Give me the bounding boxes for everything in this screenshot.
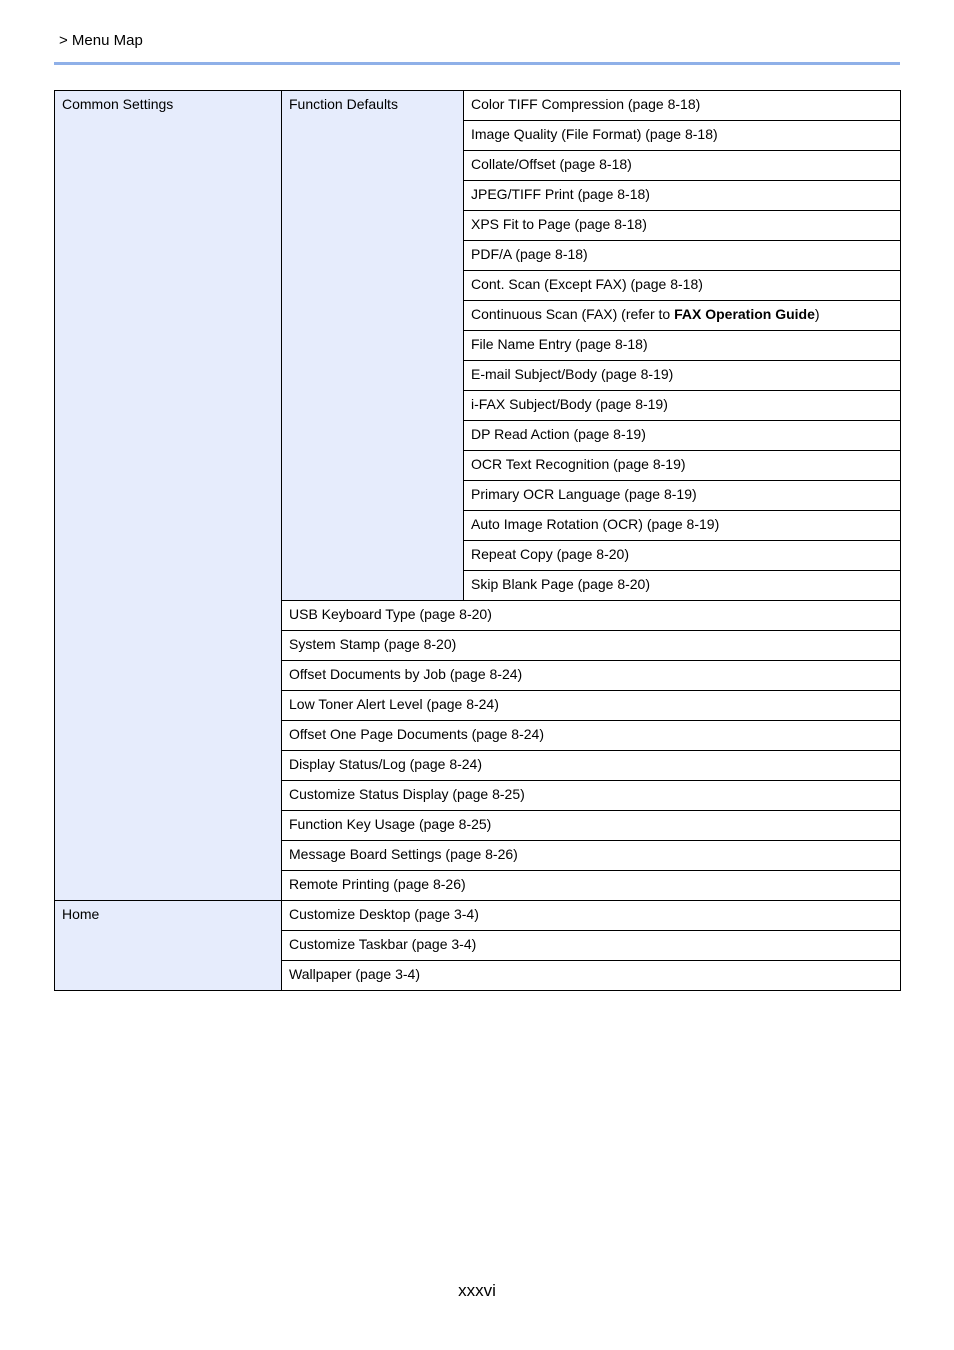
menu-item-message-board-settings[interactable]: Message Board Settings (page 8-26): [282, 841, 901, 871]
table-row: [55, 91, 901, 121]
menu-item-primary-ocr-language[interactable]: Primary OCR Language (page 8-19): [464, 481, 901, 511]
continuous-scan-fax-close: ): [814, 306, 820, 322]
header-divider: [54, 62, 900, 65]
menu-item-low-toner-alert-level[interactable]: Low Toner Alert Level (page 8-24): [282, 691, 901, 721]
menu-item-jpeg-tiff-print[interactable]: JPEG/TIFF Print (page 8-18): [464, 181, 901, 211]
menu-item-wallpaper[interactable]: Wallpaper (page 3-4): [282, 961, 901, 991]
menu-item-email-subject-body[interactable]: E-mail Subject/Body (page 8-19): [464, 361, 901, 391]
menu-item-offset-one-page-documents[interactable]: Offset One Page Documents (page 8-24): [282, 721, 901, 751]
menu-item-color-tiff-compression[interactable]: Color TIFF Compression (page 8-18): [464, 91, 901, 121]
category-common-settings: Common Settings: [55, 91, 282, 901]
menu-item-dp-read-action[interactable]: DP Read Action (page 8-19): [464, 421, 901, 451]
page-number: xxxvi: [458, 1281, 496, 1300]
breadcrumb: > Menu Map: [59, 32, 143, 49]
subcategory-function-defaults: Function Defaults: [282, 91, 464, 601]
menu-item-display-status-log[interactable]: Display Status/Log (page 8-24): [282, 751, 901, 781]
menu-item-ifax-subject-body[interactable]: i-FAX Subject/Body (page 8-19): [464, 391, 901, 421]
category-home: Home: [55, 901, 282, 991]
menu-item-customize-status-display[interactable]: Customize Status Display (page 8-25): [282, 781, 901, 811]
menu-item-repeat-copy[interactable]: Repeat Copy (page 8-20): [464, 541, 901, 571]
menu-item-function-key-usage[interactable]: Function Key Usage (page 8-25): [282, 811, 901, 841]
menu-item-ocr-text-recognition[interactable]: OCR Text Recognition (page 8-19): [464, 451, 901, 481]
menu-item-customize-taskbar[interactable]: Customize Taskbar (page 3-4): [282, 931, 901, 961]
menu-map-table: [54, 90, 901, 991]
menu-item-file-name-entry[interactable]: File Name Entry (page 8-18): [464, 331, 901, 361]
fax-operation-guide-reference: FAX Operation Guide: [674, 306, 815, 322]
menu-item-customize-desktop[interactable]: Customize Desktop (page 3-4): [282, 901, 901, 931]
menu-item-skip-blank-page[interactable]: Skip Blank Page (page 8-20): [464, 571, 901, 601]
menu-item-remote-printing[interactable]: Remote Printing (page 8-26): [282, 871, 901, 901]
menu-item-collate-offset[interactable]: Collate/Offset (page 8-18): [464, 151, 901, 181]
table-row: [55, 901, 901, 931]
menu-item-system-stamp[interactable]: System Stamp (page 8-20): [282, 631, 901, 661]
menu-item-auto-image-rotation[interactable]: Auto Image Rotation (OCR) (page 8-19): [464, 511, 901, 541]
menu-item-offset-documents-by-job[interactable]: Offset Documents by Job (page 8-24): [282, 661, 901, 691]
menu-item-continuous-scan-fax[interactable]: [464, 301, 901, 331]
menu-item-usb-keyboard-type[interactable]: USB Keyboard Type (page 8-20): [282, 601, 901, 631]
menu-item-xps-fit-to-page[interactable]: XPS Fit to Page (page 8-18): [464, 211, 901, 241]
menu-item-cont-scan-except-fax[interactable]: Cont. Scan (Except FAX) (page 8-18): [464, 271, 901, 301]
menu-item-image-quality[interactable]: Image Quality (File Format) (page 8-18): [464, 121, 901, 151]
continuous-scan-fax-label: Continuous Scan (FAX) (refer to: [471, 306, 675, 322]
menu-item-pdf-a[interactable]: PDF/A (page 8-18): [464, 241, 901, 271]
